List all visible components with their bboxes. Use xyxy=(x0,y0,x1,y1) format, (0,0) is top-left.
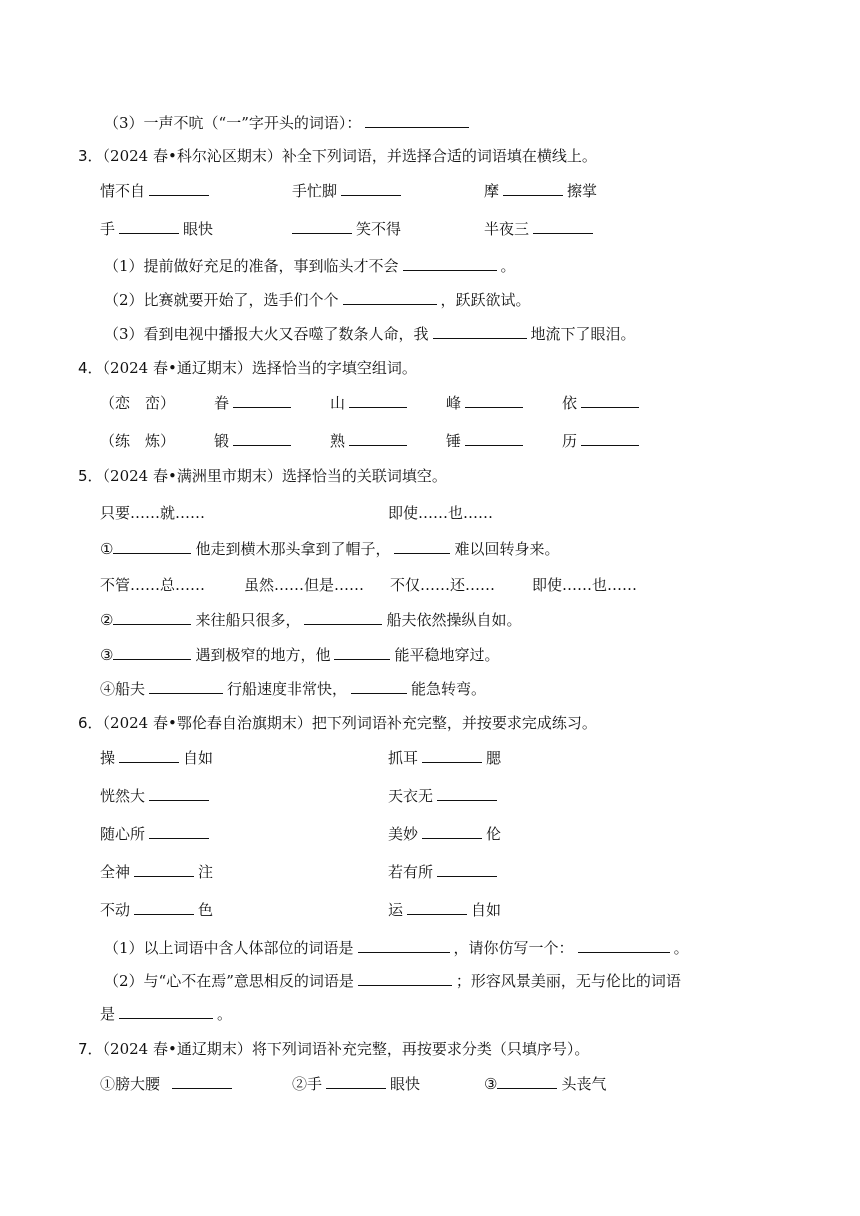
q6-r5-left-a: 不动 xyxy=(100,901,131,919)
q5-sentence-2 xyxy=(100,607,521,633)
q4-group-2-chars: （练 炼） xyxy=(100,432,176,450)
q6-r1-left-blank[interactable] xyxy=(119,745,179,763)
q5-conj-3: 不管……总…… xyxy=(100,576,206,594)
q5-sentence-4 xyxy=(100,676,486,702)
q5-s2-blank-2[interactable] xyxy=(304,607,382,625)
q5-s4-end: 能急转弯。 xyxy=(411,680,487,698)
q4-g2-word-3: 锤 xyxy=(446,432,462,450)
q4-g1-blank-4[interactable] xyxy=(581,390,639,408)
q7-item-1: ①膀大腰 xyxy=(100,1075,161,1093)
q6-r1-right-b: 腮 xyxy=(486,749,502,767)
q6-r3-right-blank[interactable] xyxy=(422,821,482,839)
q3-blank-5[interactable] xyxy=(292,216,352,234)
q6-s2-cont: 是 xyxy=(100,1005,116,1023)
q5-s2-label: ② xyxy=(100,611,114,629)
q3-blank-6[interactable] xyxy=(533,216,593,234)
q2-sub3-text: （3）一声不吭（“一”字开头的词语）： xyxy=(104,114,362,132)
q3-blank-1[interactable] xyxy=(149,178,209,196)
q3-blank-3[interactable] xyxy=(503,178,563,196)
q3-s1-text: （1）提前做好充足的准备，事到临头才不会 xyxy=(104,257,399,275)
q2-sub3-blank[interactable] xyxy=(365,110,469,128)
q5-conj-1: 只要……就…… xyxy=(100,504,206,522)
q6-words-row5 xyxy=(100,897,800,923)
q5-s3-label: ③ xyxy=(100,646,114,664)
q5-sentence-3 xyxy=(100,642,499,668)
q6-r4-left-a: 全神 xyxy=(100,863,131,881)
q6-sentence-1 xyxy=(104,935,689,961)
q6-source: （2024 春•鄂伦春自治旗期末） xyxy=(102,714,312,732)
q3-s2-blank[interactable] xyxy=(343,287,437,305)
q4-g1-word-3: 峰 xyxy=(446,394,462,412)
q4-g2-blank-3[interactable] xyxy=(465,428,523,446)
q6-header xyxy=(78,710,597,736)
q6-r3-right-a: 美妙 xyxy=(388,825,419,843)
q7-words-row xyxy=(100,1071,800,1097)
q5-conj-2: 即使……也…… xyxy=(388,504,494,522)
q7-item-3b: 头丧气 xyxy=(561,1075,607,1093)
q4-g2-word-4: 历 xyxy=(562,432,578,450)
q3-sentence-2 xyxy=(104,287,531,313)
q5-s4-blank-1[interactable] xyxy=(149,676,223,694)
q6-r4-right: 若有所 xyxy=(388,863,434,881)
q4-g2-blank-4[interactable] xyxy=(581,428,639,446)
q7-item-2a: ②手 xyxy=(292,1075,323,1093)
q5-s1-text: 他走到横木那头拿到了帽子， xyxy=(195,540,391,558)
q5-number: 5． xyxy=(78,467,103,485)
q5-s4-label: ④船夫 xyxy=(100,680,146,698)
q4-header xyxy=(78,355,417,381)
q5-s3-blank-2[interactable] xyxy=(334,642,390,660)
q6-r5-right-b: 自如 xyxy=(471,901,502,919)
q6-r5-right-blank[interactable] xyxy=(407,897,467,915)
q7-header xyxy=(78,1036,589,1062)
q6-r2-right: 天衣无 xyxy=(388,787,434,805)
q6-r1-right-a: 抓耳 xyxy=(388,749,419,767)
q5-conj-5: 不仅……还…… xyxy=(390,576,496,594)
q3-header xyxy=(78,143,597,169)
q4-g1-blank-2[interactable] xyxy=(349,390,407,408)
q6-r3-left-blank[interactable] xyxy=(149,821,209,839)
q7-source: （2024 春•通辽期末） xyxy=(102,1040,252,1058)
q5-instruction: 选择恰当的关联词填空。 xyxy=(281,467,447,485)
q3-source: （2024 春•科尔沁区期末） xyxy=(102,147,282,165)
q6-s2-mid: ；形容风景美丽，无与伦比的词语 xyxy=(455,972,681,990)
q5-s3-text: 遇到极窄的地方，他 xyxy=(195,646,331,664)
q3-s1-blank[interactable] xyxy=(403,253,497,271)
q6-s2-text: （2）与“心不在焉”意思相反的词语是 xyxy=(104,972,354,990)
q7-blank-2[interactable] xyxy=(326,1071,386,1089)
q6-words-row2 xyxy=(100,783,800,809)
q6-r4-left-b: 注 xyxy=(198,863,214,881)
q6-s1-end: 。 xyxy=(673,939,689,957)
q6-words-row1 xyxy=(100,745,800,771)
q3-word-6: 半夜三 xyxy=(484,220,530,238)
q6-number: 6． xyxy=(78,714,103,732)
q4-g1-word-2: 山 xyxy=(330,394,346,412)
q6-s2-blank-1[interactable] xyxy=(358,968,452,986)
q3-s2-text: （2）比赛就要开始了，选手们个个 xyxy=(104,291,339,309)
q7-blank-1[interactable] xyxy=(172,1071,232,1089)
q6-r5-left-b: 色 xyxy=(198,901,214,919)
q3-word-3a: 摩 xyxy=(484,182,500,200)
q3-words-row1 xyxy=(100,178,800,204)
q6-instruction: 把下列词语补充完整，并按要求完成练习。 xyxy=(311,714,597,732)
q6-r1-right-blank[interactable] xyxy=(422,745,482,763)
q3-word-3b: 擦掌 xyxy=(567,182,598,200)
q3-number: 3． xyxy=(78,147,103,165)
q6-words-row4 xyxy=(100,859,800,885)
q5-s4-text: 行船速度非常快， xyxy=(227,680,348,698)
q6-s2-blank-2[interactable] xyxy=(119,1001,213,1019)
q4-g2-blank-2[interactable] xyxy=(349,428,407,446)
q7-item-3a: ③ xyxy=(484,1075,498,1093)
q5-s3-end: 能平稳地穿过。 xyxy=(394,646,500,664)
q4-number: 4． xyxy=(78,359,103,377)
q7-item-2b: 眼快 xyxy=(390,1075,421,1093)
q3-blank-4[interactable] xyxy=(119,216,179,234)
q4-g1-word-4: 依 xyxy=(562,394,578,412)
q3-s2-end: ，跃跃欲试。 xyxy=(440,291,531,309)
q5-conjunctions-2 xyxy=(100,572,800,598)
q6-s2-end: 。 xyxy=(217,1005,233,1023)
q3-s1-end: 。 xyxy=(500,257,516,275)
q5-s2-end: 船夫依然操纵自如。 xyxy=(386,611,522,629)
q5-s1-blank-1[interactable] xyxy=(113,536,191,554)
q6-r2-left: 恍然大 xyxy=(100,787,146,805)
q5-s1-end: 难以回转身来。 xyxy=(454,540,560,558)
q4-group-1 xyxy=(100,390,800,416)
q3-s3-blank[interactable] xyxy=(433,321,527,339)
q3-word-5: 笑不得 xyxy=(356,220,402,238)
q5-s3-blank-1[interactable] xyxy=(113,642,191,660)
q4-g2-word-2: 熟 xyxy=(330,432,346,450)
q6-r1-left-b: 自如 xyxy=(183,749,214,767)
q5-s2-blank-1[interactable] xyxy=(113,607,191,625)
q6-r4-right-blank[interactable] xyxy=(437,859,497,877)
q6-r1-left-a: 操 xyxy=(100,749,116,767)
q3-word-4b: 眼快 xyxy=(183,220,214,238)
q4-g1-blank-1[interactable] xyxy=(233,390,291,408)
q3-blank-2[interactable] xyxy=(341,178,401,196)
q4-instruction: 选择恰当的字填空组词。 xyxy=(251,359,417,377)
q3-sentence-3 xyxy=(104,321,636,347)
q6-sentence-2-cont xyxy=(100,1001,232,1027)
q6-r2-left-blank[interactable] xyxy=(149,783,209,801)
q6-r3-left: 随心所 xyxy=(100,825,146,843)
q6-words-row3 xyxy=(100,821,800,847)
q5-s1-blank-2[interactable] xyxy=(394,536,450,554)
q6-r5-right-a: 运 xyxy=(388,901,404,919)
q7-number: 7． xyxy=(78,1040,103,1058)
q4-g2-word-1: 锻 xyxy=(214,432,230,450)
q7-blank-3[interactable] xyxy=(497,1071,557,1089)
q3-instruction: 补全下列词语，并选择合适的词语填在横线上。 xyxy=(281,147,597,165)
q5-conj-4: 虽然……但是…… xyxy=(244,576,365,594)
q5-s1-label: ① xyxy=(100,540,114,558)
q5-s4-blank-2[interactable] xyxy=(351,676,407,694)
q5-source: （2024 春•满洲里市期末） xyxy=(102,467,282,485)
q6-r4-left-blank[interactable] xyxy=(134,859,194,877)
q4-g2-blank-1[interactable] xyxy=(233,428,291,446)
q4-g1-word-1: 眷 xyxy=(214,394,230,412)
q6-r5-left-blank[interactable] xyxy=(134,897,194,915)
q6-s1-blank-1[interactable] xyxy=(358,935,450,953)
q3-words-row2 xyxy=(100,216,800,242)
q5-conj-6: 即使……也…… xyxy=(532,576,638,594)
q4-group-1-chars: （恋 峦） xyxy=(100,394,176,412)
q5-sentence-1 xyxy=(100,536,559,562)
q6-sentence-2 xyxy=(104,968,681,994)
q3-s3-text: （3）看到电视中播报大火又吞噬了数条人命，我 xyxy=(104,325,429,343)
q4-source: （2024 春•通辽期末） xyxy=(102,359,252,377)
q2-sub3 xyxy=(104,110,473,136)
q3-s3-end: 地流下了眼泪。 xyxy=(530,325,636,343)
q6-r2-right-blank[interactable] xyxy=(437,783,497,801)
q3-word-4a: 手 xyxy=(100,220,116,238)
q6-s1-blank-2[interactable] xyxy=(578,935,670,953)
q3-sentence-1 xyxy=(104,253,516,279)
q6-s1-mid: ，请你仿写一个： xyxy=(453,939,574,957)
q5-conjunctions-1 xyxy=(100,500,800,526)
q3-word-1: 情不自 xyxy=(100,182,146,200)
q6-s1-text: （1）以上词语中含人体部位的词语是 xyxy=(104,939,354,957)
q4-group-2 xyxy=(100,428,800,454)
q7-instruction: 将下列词语补充完整，再按要求分类（只填序号）。 xyxy=(251,1040,590,1058)
q5-s2-text: 来往船只很多， xyxy=(195,611,301,629)
q5-header xyxy=(78,463,447,489)
q6-r3-right-b: 伦 xyxy=(486,825,502,843)
q3-word-2: 手忙脚 xyxy=(292,182,338,200)
q4-g1-blank-3[interactable] xyxy=(465,390,523,408)
